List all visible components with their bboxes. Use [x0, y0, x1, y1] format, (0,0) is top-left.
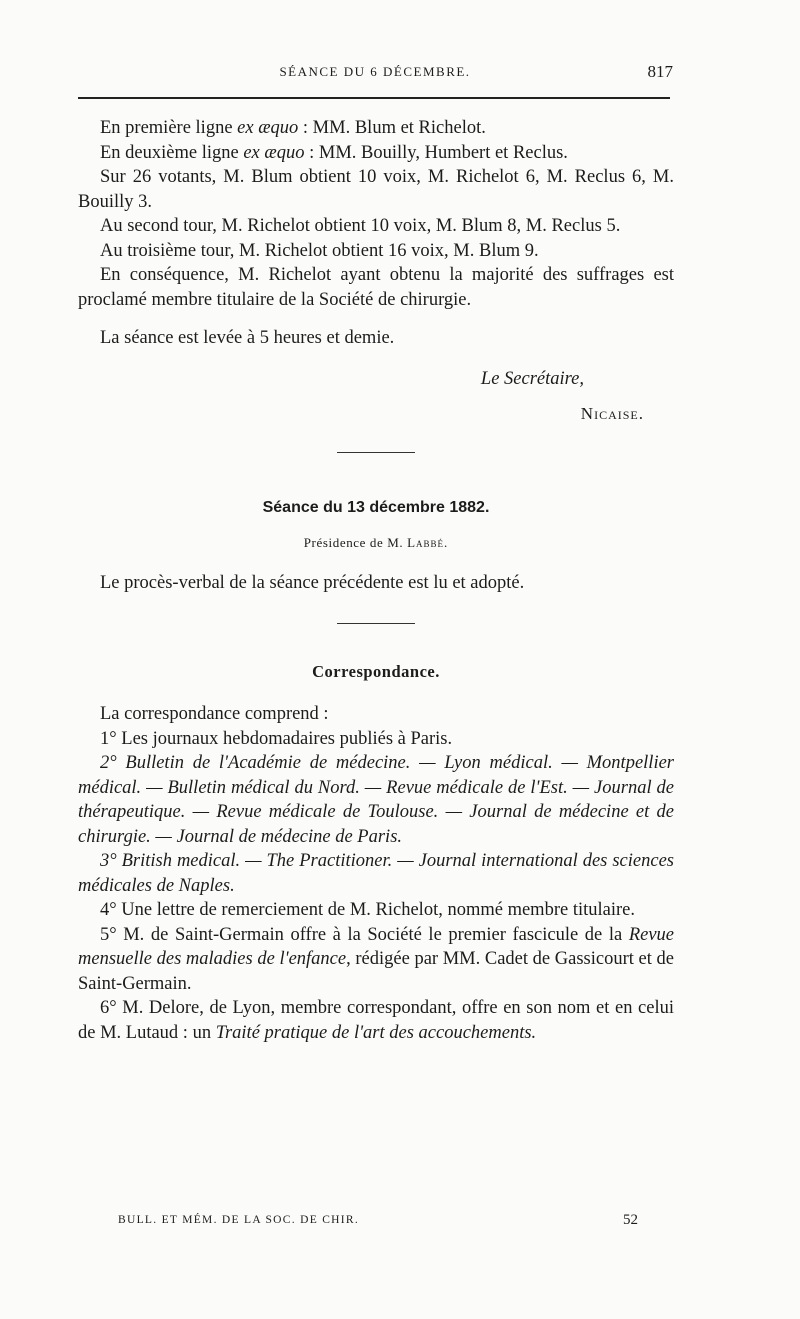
item-5-title: Revue mensuelle des maladies de l'enfance [78, 924, 674, 969]
item-6-title: Traité pratique de l'art des accouchements. [215, 1022, 537, 1043]
correspondance-item-5 [78, 923, 674, 997]
item-5-text: 5° M. de Saint-Germain offre à la Société le premier fascicule de la [100, 924, 623, 945]
page-number: 817 [647, 62, 673, 81]
running-title: SÉANCE DU 6 DÉCEMBRE. [279, 64, 471, 79]
correspondance-intro: La correspondance comprend : [100, 704, 329, 724]
correspondance-item-4: 4° Une lettre de remerciement de M. Richelot, nommé membre titulaire. [100, 900, 635, 920]
page-footer [118, 1212, 638, 1232]
signature-role: Le Secrétaire, [480, 368, 584, 389]
presidence-prefix: Présidence de M. [303, 534, 404, 550]
correspondance-item-6 [78, 996, 674, 1045]
election-line-3: Sur 26 votants, M. Blum obtient 10 voix, M. Richelot 6, M. Reclus 6, M. Bouilly 3. [78, 167, 674, 212]
minutes-line: Le procès-verbal de la séance précédente est lu et adopté. [100, 572, 525, 593]
header-rule [78, 97, 670, 99]
election-line-6: En conséquence, M. Richelot ayant obtenu la majorité des suffrages est proclamé membre titulaire de la Société de chirurgie. [78, 265, 674, 310]
closing-line: La séance est levée à 5 heures et demie. [100, 328, 395, 348]
item-6-text: 6° M. Delore, de Lyon, membre correspondant, offre en son nom et en celui de M. Lutaud : un [78, 998, 674, 1043]
item-5-text-end: , rédigée par MM. Cadet de Gassicourt et de Saint-Germain. [78, 949, 674, 994]
correspondance-item-3: 3° British medical. — The Practitioner. — Journal international des sciences médicales de Naples. [78, 851, 674, 896]
correspondance-item-1: 1° Les journaux hebdomadaires publiés à Paris. [100, 728, 453, 749]
election-line-5: Au troisième tour, M. Richelot obtient 16 voix, M. Blum 9. [100, 240, 539, 261]
seance-title: Séance du 13 décembre 1882. [262, 498, 490, 516]
presidence-name: Labbé. [407, 534, 449, 550]
page-body [78, 116, 674, 1045]
election-line-1: En première ligne ex æquo : MM. Blum et Richelot. [100, 118, 486, 138]
election-line-2: En deuxième ligne ex æquo : MM. Bouilly, Humbert et Reclus. [100, 142, 568, 163]
signature-name: Nicaise. [580, 403, 644, 423]
presidence-line [78, 535, 674, 551]
footer-journal: BULL. ET MÉM. DE LA SOC. DE CHIR. [118, 1214, 360, 1226]
correspondance-item-2: 2° Bulletin de l'Académie de médecine. — Lyon médical. — Montpellier médical. — Bulletin médical du Nord. — Revue médicale de l'Est. — Journal de thérapeutique. — Revue médicale de Toulouse. — Journal de médecine et de chirurgie. — Journal de médecine de Paris. [78, 753, 674, 847]
election-line-4: Au second tour, M. Richelot obtient 10 voix, M. Blum 8, M. Reclus 5. [100, 216, 621, 236]
footer-signature-mark: 52 [623, 1212, 638, 1228]
section-heading: Correspondance. [312, 662, 440, 681]
page-header [75, 62, 675, 86]
